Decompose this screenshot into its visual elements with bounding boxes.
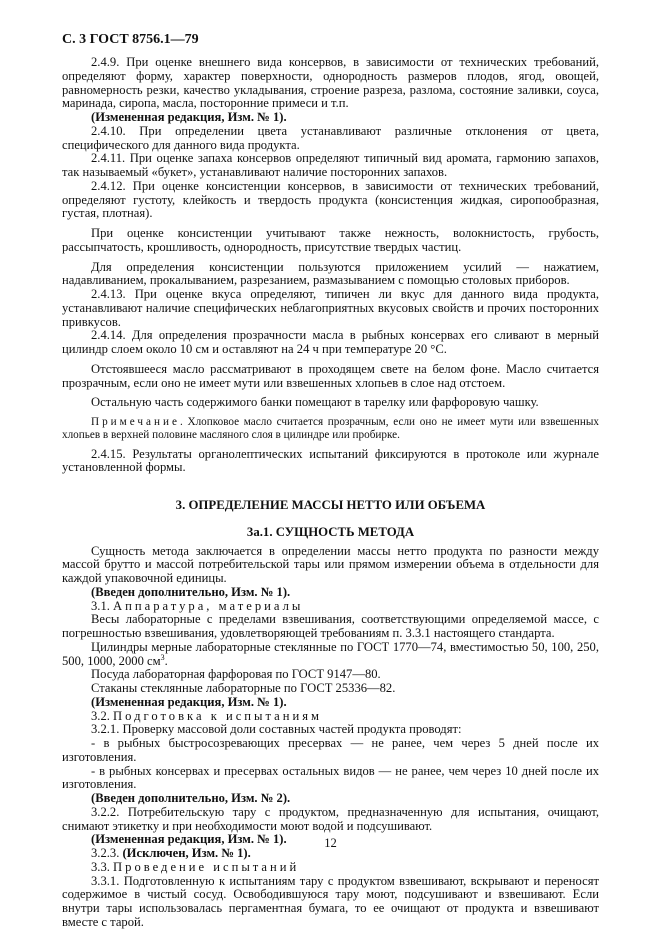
paragraph-2-4-10: 2.4.10. При определении цвета устанавливают различные отклонения от цвета, специфического для данного вида продукта.: [62, 123, 599, 152]
subsection-3-1: [62, 600, 599, 614]
paragraph-scales: Весы лабораторные с пределами взвешивания, соответствующими определяемой массе, с погрешностью взвешивания, удовлетворяющей требованиям п. 3.3.1 настоящего стандарта.: [62, 612, 599, 641]
paragraph-3-3-1: 3.3.1. Подготовленную к испытаниям тару с продуктом взвешивают, вскрывают и переносят содержимое в чистый сосуд. Освободившуюся тару моют, подсушивают и взвешивают. Если внутри тары использовалась пергаментная бумага, то ее очищают от продукта и взвешивают вместе с тарой.: [62, 873, 599, 929]
paragraph-3-2-2: 3.2.2. Потребительскую тару с продуктом, предназначенную для испытания, очищают, снимают этикетку и при необходимости моют водой и подсушивают.: [62, 804, 599, 833]
note-label: Примечание: [91, 416, 180, 428]
subsection-number: 3.1.: [91, 598, 114, 613]
paragraph-consistency: При оценке консистенции учитывают также нежность, волокнистость, грубость, рассыпчатость, крошливость, однородность, присутствие твердых частиц.: [62, 226, 599, 254]
note-text: . Хлопковое масло считается прозрачным, если оно не имеет мути или взвешенных хлопьев в верхней половине масляного слоя в цилиндре или пробирке.: [62, 416, 599, 441]
subsection-number: 3.2.: [91, 708, 114, 723]
paragraph-2-4-13: 2.4.13. При оценке вкуса определяют, типичен ли вкус для данного вида продукта, устанавливают наличие специфических неблагоприятных вкусовых свойств и прочих посторонних привкусов.: [62, 287, 599, 329]
excluded-note: (Исключен, Изм. № 1).: [122, 846, 251, 861]
subsection-number: 3.3.: [91, 859, 114, 874]
subsection-title: Подготовка к испытаниям: [113, 708, 322, 723]
paragraph-2-4-15: 2.4.15. Результаты органолептических испытаний фиксируются в протоколе или журнале установленной формы.: [62, 446, 599, 475]
note: [62, 416, 599, 442]
amendment-note: (Измененная редакция, Изм. № 1).: [91, 832, 287, 847]
amendment-note: (Измененная редакция, Изм. № 1).: [91, 694, 287, 709]
paragraph-oil-transparency: Отстоявшееся масло рассматривают в проходящем свете на белом фоне. Масло считается прозрачным, если оно не имеет мути или взвешенных хлопьев в слое над отстоем.: [62, 361, 599, 390]
paragraph-method-essence: Сущность метода заключается в определении массы нетто продукта по разности между массой брутто и массой потребительской тары или прямом измерении объема в отдельности для каждой упаковочной единицы.: [62, 543, 599, 586]
list-item: - в рыбных консервах и пресервах остальных видов — не ранее, чем через 10 дней после их изготовления.: [62, 763, 599, 792]
section-heading-3: 3. ОПРЕДЕЛЕНИЕ МАССЫ НЕТТО ИЛИ ОБЪЕМА: [175, 498, 486, 513]
paragraph-2-4-9: 2.4.9. При оценке внешнего вида консервов, в зависимости от технических требований, определяют форму, характер поверхности, однородность размеров плодов, ягод, овощей, равномерность резки, качество укладывания, строение разреза, разлома, состояние заливки, соуса, маринада, сиропа, масла, посторонние примеси и т.п.: [62, 55, 599, 111]
paragraph-consistency-methods: Для определения консистенции пользуются приложением усилий — нажатием, надавливанием, прокалыванием, разрезанием, размазыванием с помощью столовых приборов.: [62, 259, 599, 288]
paragraph-2-4-11: 2.4.11. При оценке запаха консервов определяют типичный вид аромата, гармонию запахов, так называемый «букет», устанавливают наличие посторонних запахов.: [62, 151, 599, 179]
subsection-title: Аппаратура, материалы: [113, 598, 304, 613]
page-number: 12: [324, 836, 337, 850]
document-body: [62, 56, 599, 930]
paragraph-remaining-content: Остальную часть содержимого банки помещают в тарелку или фарфоровую чашку.: [91, 395, 539, 410]
paragraph-porcelain: Посуда лабораторная фарфоровая по ГОСТ 9147—80.: [91, 667, 381, 682]
list-item: - в рыбных быстросозревающих пресервах — не ранее, чем через 5 дней после их изготовления.: [62, 736, 599, 764]
superscript: 3: [160, 652, 165, 662]
paragraph-2-4-12: 2.4.12. При оценке консистенции консервов, в зависимости от технических требований, определяют густоту, клейкость и твердость продукта (консистенция жидкая, сиропообразная, густая, плотная).: [62, 178, 599, 221]
subsection-title: Проведение испытаний: [113, 859, 300, 874]
page-header: С. 3 ГОСТ 8756.1—79: [62, 32, 199, 47]
paragraph-2-4-14: 2.4.14. Для определения прозрачности масла в рыбных консервах его сливают в мерный цилиндр слоем около 10 см и оставляют на 24 ч при температуре 20 °С.: [62, 328, 599, 356]
section-heading-3a-1: 3а.1. СУЩНОСТЬ МЕТОДА: [246, 524, 415, 539]
paragraph-3-2-1: 3.2.1. Проверку массовой доли составных частей продукта проводят:: [91, 722, 462, 737]
cylinders-text: Цилиндры мерные лабораторные стеклянные по ГОСТ 1770—74, вместимостью 50, 100, 250, 500, 1000, 2000 см: [62, 639, 599, 668]
amendment-note: (Введен дополнительно, Изм. № 1).: [91, 584, 291, 599]
subsection-3-3: [62, 861, 599, 875]
amendment-note: (Измененная редакция, Изм. № 1).: [91, 110, 287, 124]
period: .: [164, 653, 168, 668]
paragraph-number: 3.2.3.: [91, 846, 123, 861]
paragraph-glasses: Стаканы стеклянные лабораторные по ГОСТ 25336—82.: [91, 681, 396, 696]
paragraph-cylinders: [62, 641, 599, 669]
subsection-3-2: [62, 710, 599, 724]
amendment-note: (Введен дополнительно, Изм. № 2).: [91, 791, 291, 806]
